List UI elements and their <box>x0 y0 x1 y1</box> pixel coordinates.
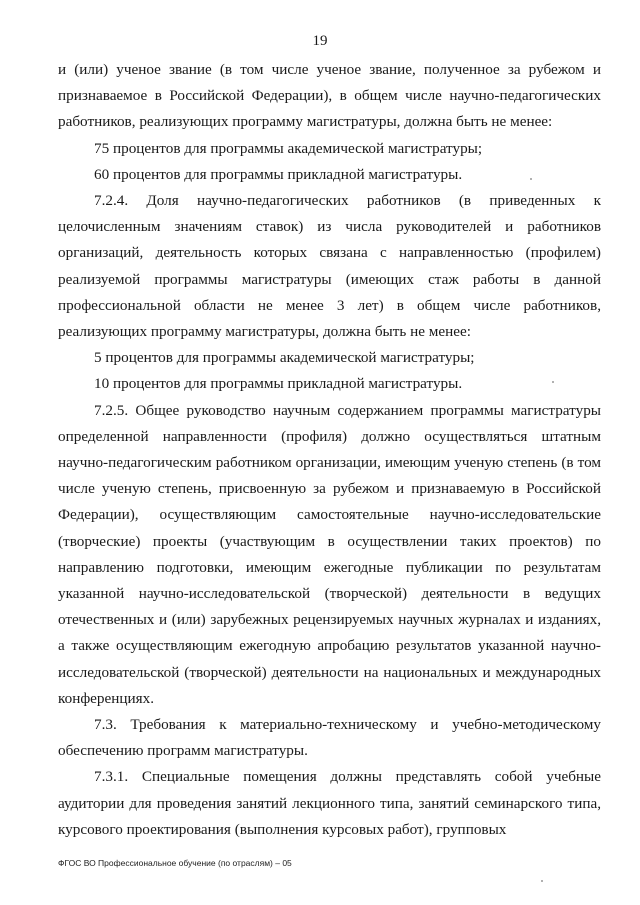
paragraph-7-3: 7.3. Требования к материально-техническому и учебно-методическому обеспечению программ магистратуры. <box>58 716 601 760</box>
body-text <box>58 57 601 843</box>
paragraph-academic-75: 75 процентов для программы академической магистратуры; <box>94 139 483 157</box>
paragraph-7-2-5: 7.2.5. Общее руководство научным содержанием программы магистратуры определенной направленности (профиля) должно осуществляться штатным научно-педагогическим работником организации, имеющим ученую степень (в том числе ученую степень, присвоенную за рубежом и признаваемую в Российской Федерации), осуществляющим самостоятельные научно-исследовательские (творческие) проекты (участвующим в осуществлении таких проектов) по направлению подготовки, имеющим ежегодные публикации по результатам указанной научно-исследовательской (творческой) деятельности в ведущих отечественных и (или) зарубежных рецензируемых научных журналах и изданиях, а также осуществляющим ежегодную апробацию результатов указанной научно-исследовательской (творческой) деятельности на национальных и международных конференциях. <box>58 401 601 707</box>
scan-speck <box>552 381 554 383</box>
paragraph-applied-10: 10 процентов для программы прикладной магистратуры. <box>94 375 463 393</box>
paragraph-academic-5: 5 процентов для программы академической магистратуры; <box>94 349 475 367</box>
page-number: 19 <box>312 33 328 49</box>
scan-speck <box>530 178 532 180</box>
paragraph-7-3-1: 7.3.1. Специальные помещения должны представлять собой учебные аудитории для проведения занятий лекционного типа, занятий семинарского типа, курсового проектирования (выполнения курсовых работ), групповых <box>58 768 601 838</box>
scan-speck <box>541 880 543 882</box>
document-footer: ФГОС ВО Профессиональное обучение (по отраслям) – 05 <box>58 858 292 868</box>
paragraph-continuation: и (или) ученое звание (в том числе ученое звание, полученное за рубежом и признаваемое в Российской Федерации), в общем числе научно-педагогических работников, реализующих программу магистратуры, должна быть не менее: <box>58 61 601 131</box>
paragraph-7-2-4: 7.2.4. Доля научно-педагогических работников (в приведенных к целочисленным значениям ставок) из числа руководителей и работников организаций, деятельность которых связана с направленностью (профилем) реализуемой программы магистратуры (имеющих стаж работы в данной профессиональной области не менее 3 лет) в общем числе работников, реализующих программу магистратуры, должна быть не менее: <box>58 192 601 341</box>
paragraph-applied-60: 60 процентов для программы прикладной магистратуры. <box>94 165 463 183</box>
